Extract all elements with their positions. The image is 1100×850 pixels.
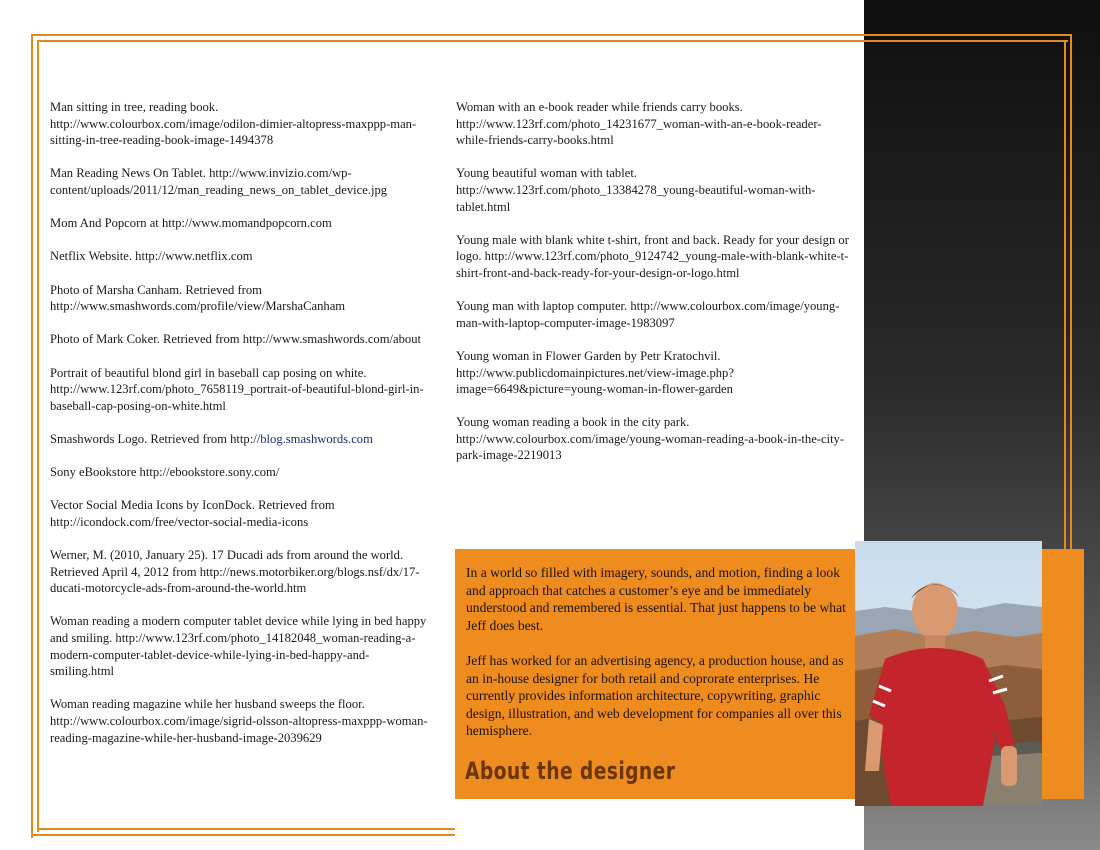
reference-item: Young woman in Flower Garden by Petr Kratochvil. http://www.publicdomainpictures.net/view-image.php?image=6649&picture=young-woman-in-flower-garden	[456, 348, 734, 397]
reference-item: Werner, M. (2010, January 25). 17 Ducadi ads from around the world. Retrieved April 4, 2012 from http://news.motorbiker.org/blogs.nsf/dx/17-ducati-motorcycle-ads-from-around-the-world.htm	[50, 548, 420, 596]
reference-item: Photo of Mark Coker. Retrieved from http://www.smashwords.com/about	[50, 332, 421, 347]
reference-item: Young woman reading a book in the city park. http://www.colourbox.com/image/young-woman-reading-a-book-in-the-city-park-image-2219013	[456, 415, 845, 463]
about-designer-heading: About the designer	[465, 757, 676, 785]
frame-bottom-inner-line	[37, 828, 455, 830]
reference-item: Sony eBookstore http://ebookstore.sony.com/	[50, 465, 280, 480]
reference-item: Young male with blank white t-shirt, front and back. Ready for your design or logo. http://www.123rf.com/photo_9124742_young-male-with-blank-white-t-shirt-front-and-back-ready-for-your-design-or-logo.html	[456, 232, 849, 280]
about-designer-text	[466, 564, 850, 758]
reference-item: Woman with an e-book reader while friends carry books. http://www.123rf.com/photo_14231677_woman-with-an-e-book-reader-while-friends-carry-books.html	[456, 100, 822, 148]
references-left-column	[50, 99, 430, 763]
reference-item: Netflix Website. http://www.netflix.com	[50, 249, 253, 264]
designer-photo	[855, 541, 1042, 806]
frame-right-inner-line	[1064, 40, 1066, 549]
reference-text: Smashwords Logo. Retrieved from http://	[50, 431, 261, 446]
about-paragraph-1: In a world so filled with imagery, sounds, and motion, finding a look and approach that catches a customer’s eye and be immediately understood and remembered is essential. That just happens to be what Jeff does best.	[466, 565, 846, 633]
reference-item: Man sitting in tree, reading book. http://www.colourbox.com/image/odilon-dimier-altopress-maxppp-man-sitting-in-tree-reading-book-image-1494378	[50, 100, 417, 148]
frame-left-outer-line	[31, 34, 33, 836]
reference-item: Photo of Marsha Canham. Retrieved from http://www.smashwords.com/profile/view/MarshaCanham	[50, 282, 346, 314]
reference-item: Mom And Popcorn at http://www.momandpopcorn.com	[50, 216, 332, 231]
smashwords-blog-link[interactable]: blog.smashwords.com	[260, 431, 373, 446]
frame-right-outer-line	[1070, 34, 1072, 549]
references-right-column	[456, 99, 850, 481]
frame-bottom-outer-line	[31, 834, 455, 836]
reference-item: Man Reading News On Tablet. http://www.invizio.com/wp-content/uploads/2011/12/man_reading_news_on_tablet_device.jpg	[50, 166, 388, 197]
reference-item-smashwords-logo	[50, 431, 430, 448]
reference-item: Woman reading magazine while her husband sweeps the floor. http://www.colourbox.com/image/sigrid-olsson-altopress-maxppp-woman-reading-magazine-while-her-husband-image-2039629	[50, 697, 428, 745]
reference-item: Young beautiful woman with tablet. http://www.123rf.com/photo_13384278_young-beautiful-woman-with-tablet.html	[456, 166, 816, 214]
reference-item: Young man with laptop computer. http://www.colourbox.com/image/young-man-with-laptop-computer-image-1983097	[456, 299, 840, 330]
reference-item: Vector Social Media Icons by IconDock. Retrieved from http://icondock.com/free/vector-social-media-icons	[50, 498, 335, 529]
reference-item: Woman reading a modern computer tablet device while lying in bed happy and smiling. http://www.123rf.com/photo_14182048_woman-reading-a-modern-computer-tablet-device-while-lying-in-bed-happy-and-smiling.html	[50, 614, 427, 679]
reference-item: Portrait of beautiful blond girl in baseball cap posing on white. http://www.123rf.com/photo_7658119_portrait-of-beautiful-blond-girl-in-baseball-cap-posing-on-white.html	[50, 365, 424, 413]
about-paragraph-2: Jeff has worked for an advertising agency, a production house, and as an in-house designer for both retail and coprorate enterprises. He currently provides information architecture, copywriting, graphic design, illustration, and web development for companies all over this hemisphere.	[466, 652, 844, 739]
